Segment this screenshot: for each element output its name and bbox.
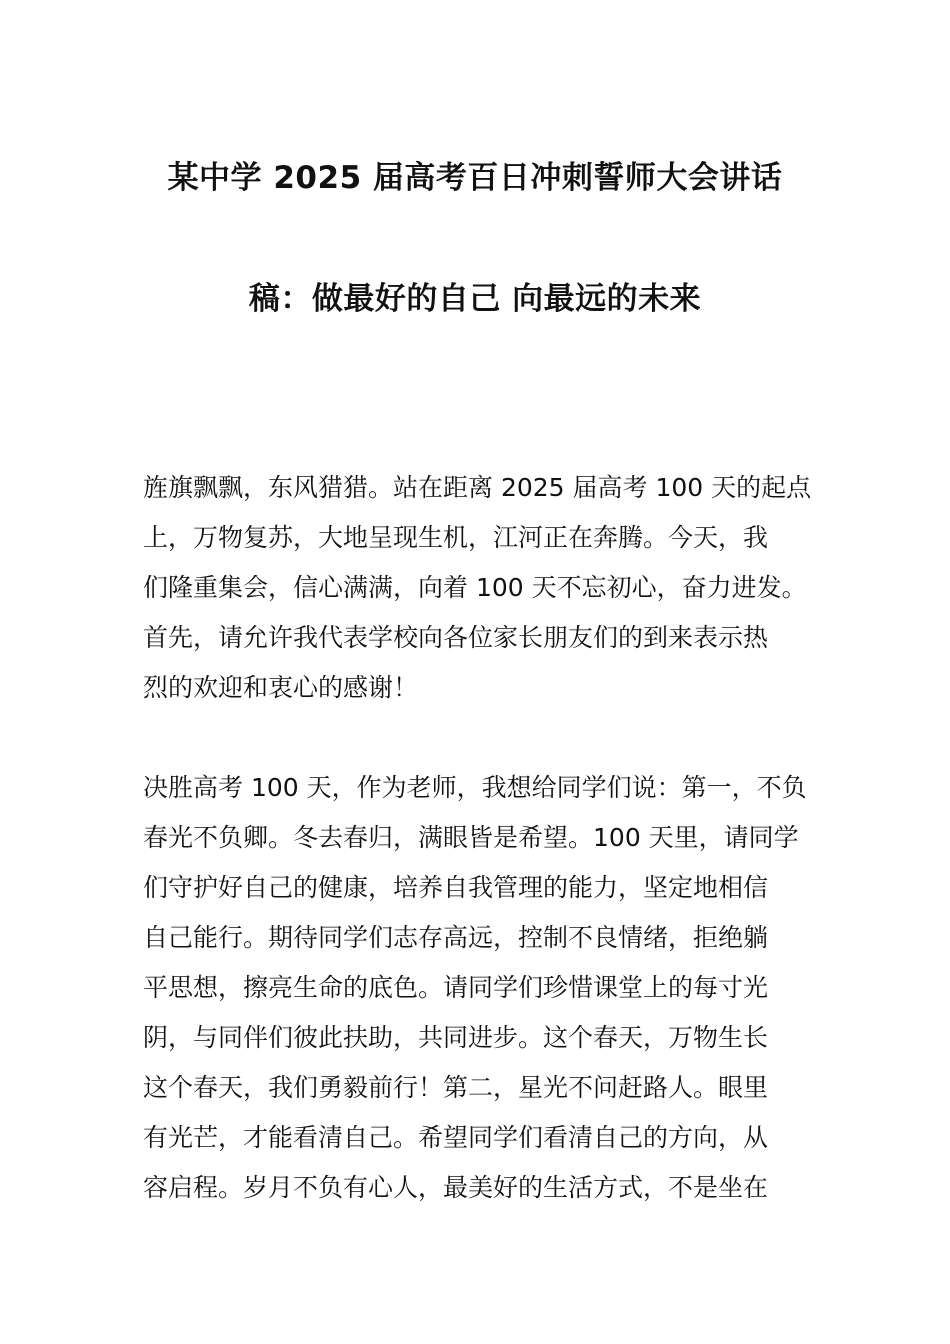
paragraph-opening (143, 463, 813, 713)
paragraph-line: 烈的欢迎和衷心的感谢！ (143, 673, 419, 702)
paragraph-line: 有光芒，才能看清自己。希望同学们看清自己的方向，从 (143, 1123, 769, 1152)
paragraph-line: 决胜高考 100 天，作为老师，我想给同学们说：第一，不负 (143, 773, 807, 802)
paragraph-line: 们隆重集会，信心满满，向着 100 天不忘初心，奋力进发。 (143, 573, 807, 602)
paragraph-line: 上，万物复苏，大地呈现生机，江河正在奔腾。今天，我 (143, 523, 769, 552)
paragraph-line: 自己能行。期待同学们志存高远，控制不良情绪，拒绝躺 (143, 923, 769, 952)
paragraph-line: 旌旗飘飘，东风猎猎。站在距离 2025 届高考 100 天的起点 (143, 473, 812, 502)
paragraph-body (143, 763, 813, 1213)
document-title-line-1: 某中学 2025 届高考百日冲刺誓师大会讲话 (167, 160, 783, 196)
paragraph-line: 阴，与同伴们彼此扶助，共同进步。这个春天，万物生长 (143, 1023, 769, 1052)
paragraph-line: 首先，请允许我代表学校向各位家长朋友们的到来表示热 (143, 623, 769, 652)
paragraph-line: 平思想，擦亮生命的底色。请同学们珍惜课堂上的每寸光 (143, 973, 769, 1002)
document-title-line-2: 稿：做最好的自己 向最远的未来 (248, 281, 702, 317)
paragraph-line: 春光不负卿。冬去春归，满眼皆是希望。100 天里，请同学 (143, 823, 799, 852)
paragraph-line: 这个春天，我们勇毅前行！第二，星光不问赶路人。眼里 (143, 1073, 769, 1102)
paragraph-line: 们守护好自己的健康，培养自我管理的能力，坚定地相信 (143, 873, 769, 902)
paragraph-line: 容启程。岁月不负有心人，最美好的生活方式，不是坐在 (143, 1173, 769, 1202)
